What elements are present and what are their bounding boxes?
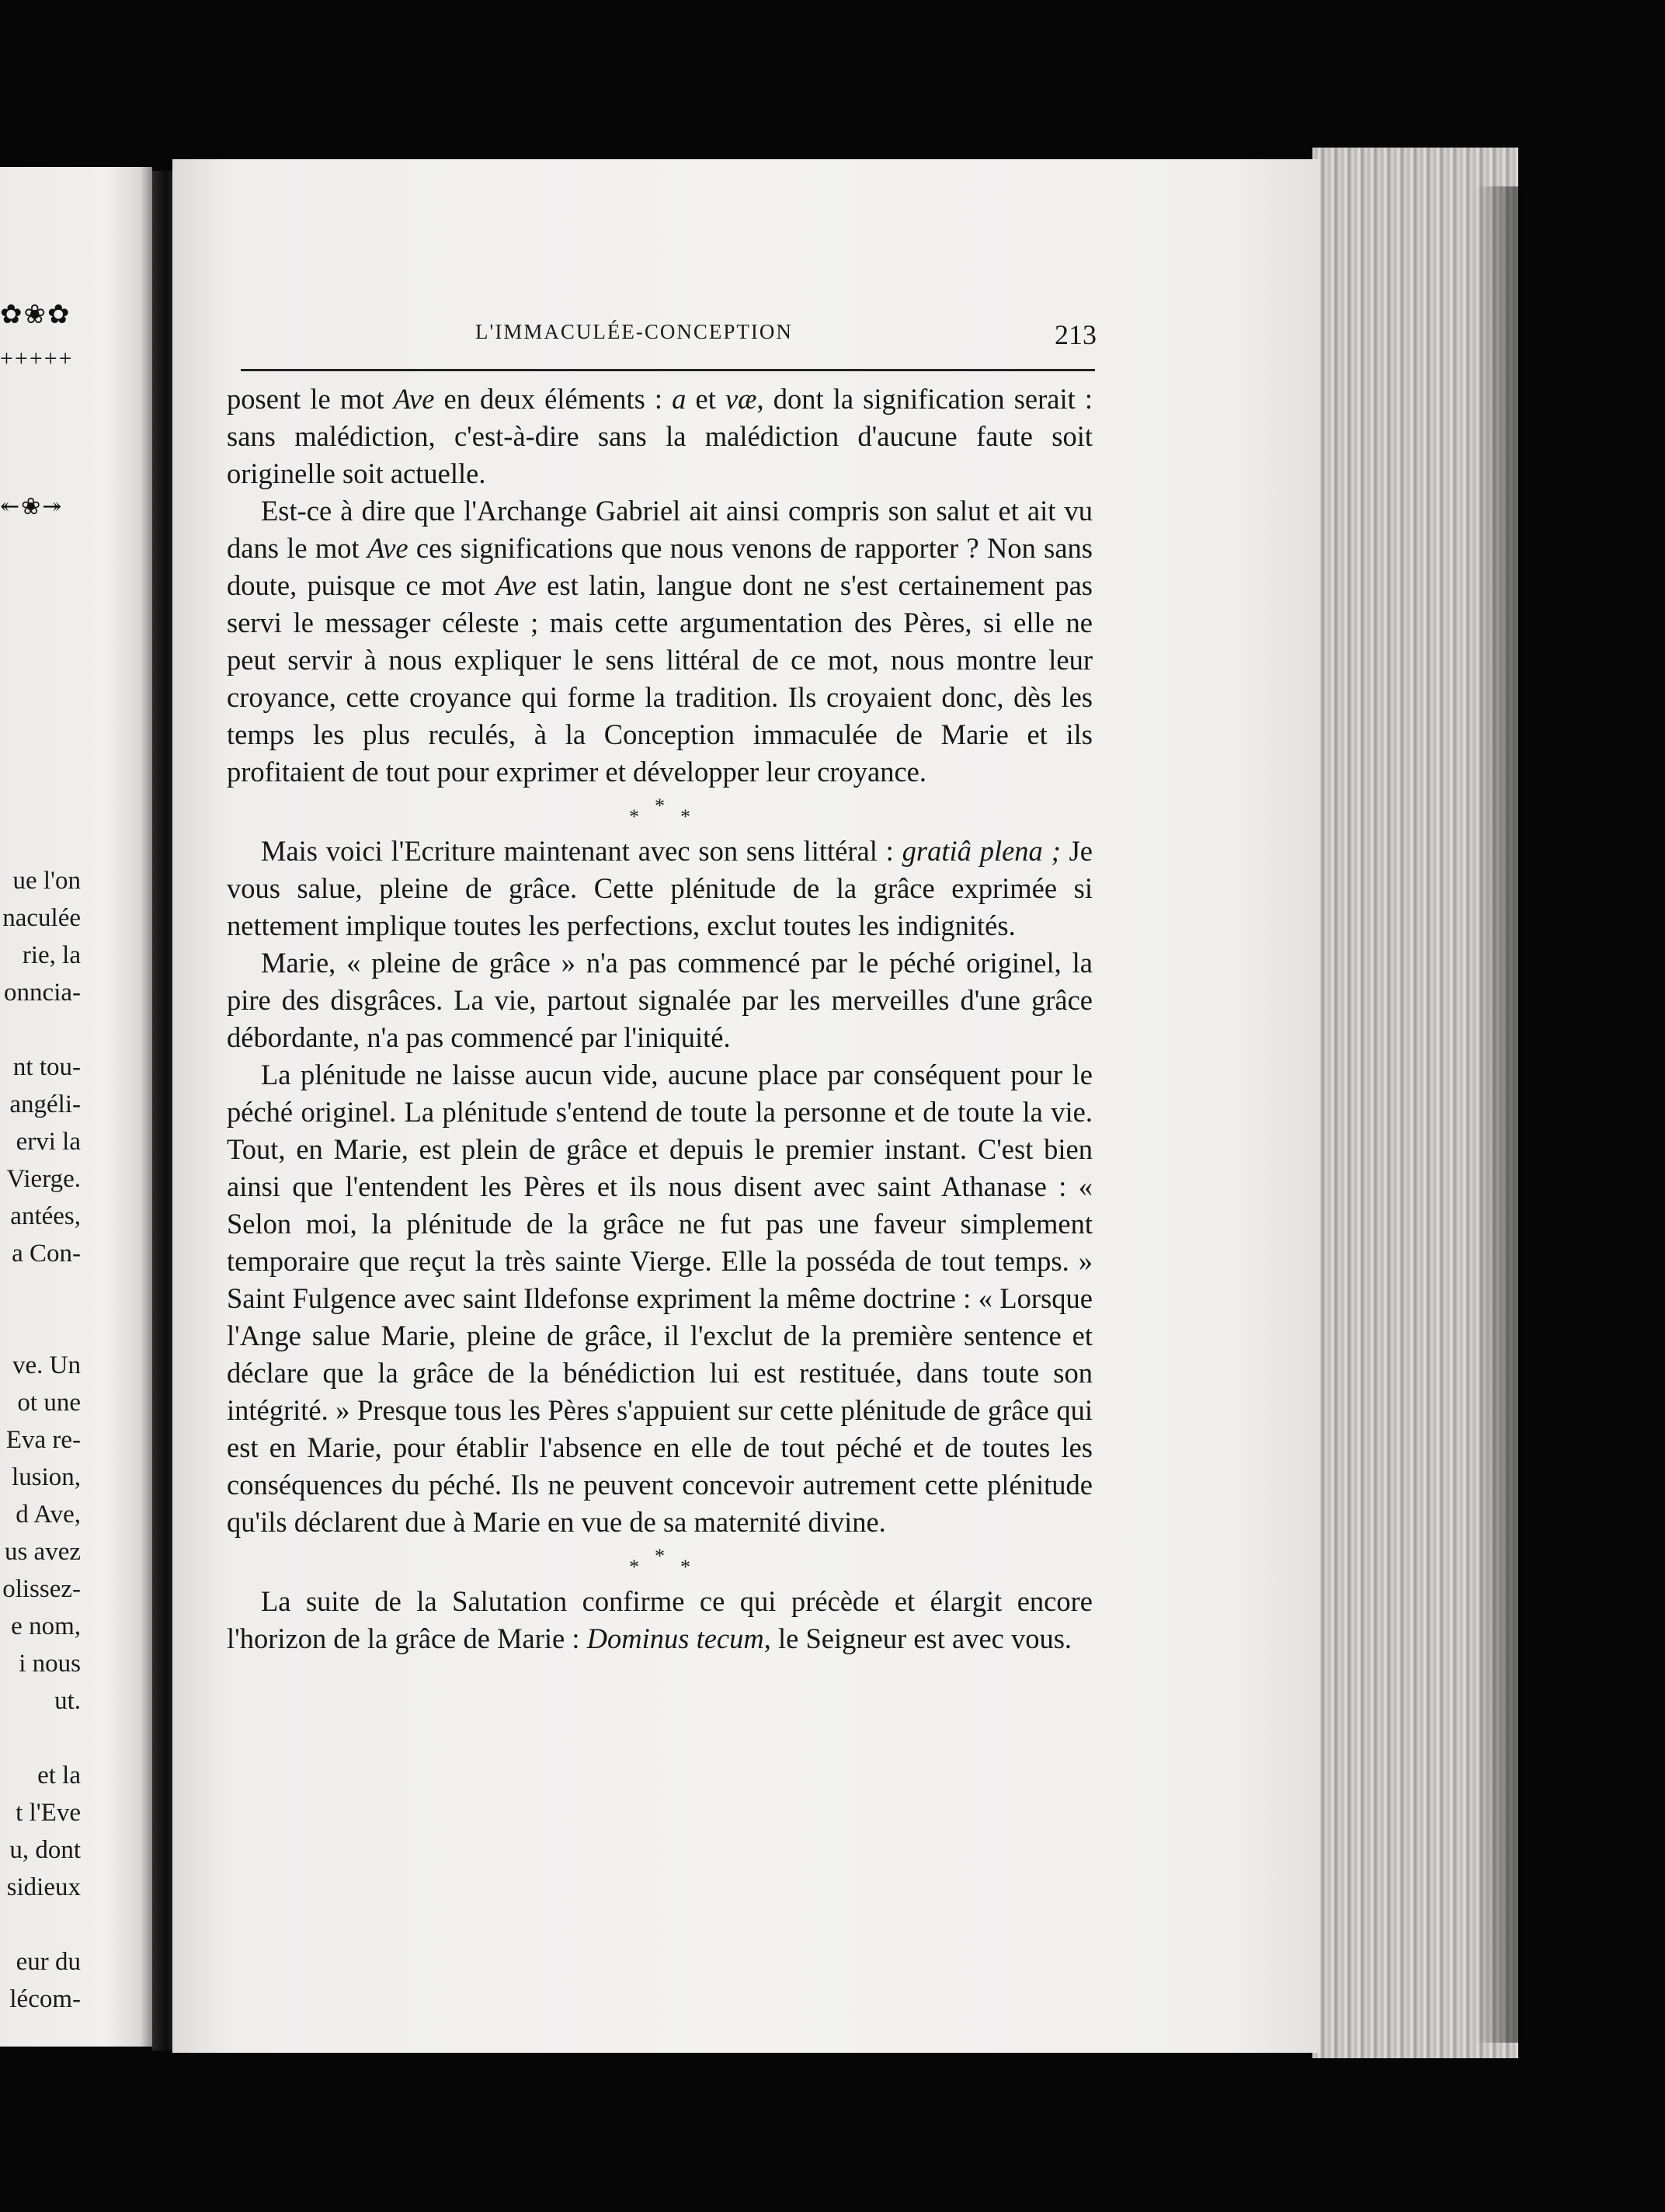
left-line: eur du	[16, 1948, 81, 1976]
left-line	[0, 1011, 152, 1049]
left-line	[0, 1720, 152, 1757]
text-run: posent le mot	[227, 383, 394, 415]
star-glyph: *	[655, 795, 665, 817]
text-run: ces significations que nous venons de rapporter ? Non sans doute, puisque ce mot	[227, 532, 1093, 601]
left-line: rie, la	[22, 941, 81, 969]
paragraph-2	[227, 492, 1093, 791]
star-glyph: *	[680, 805, 690, 828]
left-ornament-small: ↞❀↠	[0, 494, 64, 520]
left-line	[0, 1272, 152, 1309]
left-line: lusion,	[12, 1463, 81, 1491]
left-line: Vierge.	[6, 1165, 81, 1193]
left-line	[0, 1309, 152, 1347]
left-line: Eva re-	[5, 1426, 81, 1454]
left-line: i nous	[19, 1650, 81, 1678]
page-header	[242, 320, 1097, 357]
left-line: olissez-	[2, 1575, 81, 1603]
header-rule	[241, 369, 1095, 371]
text-run: Est-ce à dire que l'Archange Gabriel ait ainsi compris son salut et ait vu dans le mot	[227, 495, 1093, 564]
left-ornament-row: +++++	[0, 346, 74, 371]
paragraph-6	[227, 1583, 1093, 1657]
italic-term: a	[672, 383, 687, 415]
text-run: , dont la signification serait : sans malédiction, c'est-à-dire sans la malédiction d'aucune faute soit originelle soit actuelle.	[227, 383, 1093, 489]
page-edges-shadow	[1476, 186, 1521, 2043]
text-run: est latin, langue dont ne s'est certainement pas servi le messager céleste ; mais cette argumentation des Pères, si elle ne peut servir à nous expliquer le sens littéral de ce mot, nous montre leur croyance, cette croyance qui forme la tradition. Ils croyaient donc, dès les temps les plus reculés, à la Conception immaculée de Marie et ils profitaient de tout pour exprimer et développer leur croyance.	[227, 569, 1093, 788]
left-line: onncia-	[4, 979, 81, 1007]
left-line: u, dont	[9, 1836, 81, 1864]
left-page	[0, 167, 152, 2047]
star-glyph: *	[655, 1545, 665, 1567]
paragraph-1	[227, 381, 1093, 492]
left-line: nt tou-	[12, 1053, 81, 1081]
text-run: , le Seigneur est avec vous.	[763, 1622, 1072, 1654]
left-page-text	[0, 862, 152, 2018]
left-line: us avez	[4, 1538, 81, 1566]
italic-term: Ave	[495, 569, 537, 601]
left-line: angéli-	[9, 1090, 81, 1118]
left-line: d Ave,	[16, 1501, 81, 1529]
page-body	[227, 381, 1093, 1657]
left-line: et la	[37, 1762, 81, 1789]
left-line: t l'Eve	[16, 1799, 81, 1827]
left-line: ut.	[54, 1687, 81, 1715]
paragraph-3	[227, 833, 1093, 944]
paragraph-5: La plénitude ne laisse aucun vide, aucune place par conséquent pour le péché originel. La plénitude s'entend de toute la personne et de toute la vie. Tout, en Marie, est plein de grâce et depuis le premier instant. C'est bien ainsi que l'entendent les Pères et ils nous disent avec saint Athanase : « Selon moi, la plénitude de la grâce ne fut pas une faveur simplement temporaire que reçut la très sainte Vierge. Elle la posséda de tout temps. » Saint Fulgence avec saint Ildefonse expriment la même doctrine : « Lorsque l'Ange salue Marie, pleine de grâce, il l'exclut de la première sentence et déclare que la grâce de la bénédiction lui est restituée, dans toute son intégrité. » Presque tous les Pères s'appuient sur cette plénitude de grâce qui est en Marie, pour établir l'absence en elle de tout péché et de toutes les conséquences du péché. Ils ne peuvent concevoir autrement cette plénitude qu'ils déclarent due à Marie en vue de sa maternité divine.	[227, 1059, 1093, 1538]
left-line: ve. Un	[12, 1351, 81, 1379]
text-run: Je vous salue, pleine de grâce. Cette plénitude de la grâce exprimée si nettement implique toutes les perfections, exclut toutes les indignités.	[227, 835, 1093, 941]
left-line: ot une	[17, 1389, 81, 1417]
left-line	[0, 1906, 152, 1943]
page-number: 213	[1055, 319, 1097, 350]
star-glyph: *	[680, 1556, 690, 1578]
italic-term: Ave	[393, 383, 435, 415]
left-line: naculée	[2, 904, 81, 932]
section-separator	[227, 791, 1093, 833]
star-glyph: *	[629, 805, 639, 828]
left-line: antées,	[10, 1202, 81, 1230]
left-line: e nom,	[11, 1612, 81, 1640]
text-run: et	[686, 383, 725, 415]
italic-term: Dominus tecum	[586, 1622, 764, 1654]
italic-term: Ave	[367, 532, 408, 564]
left-line: lécom-	[9, 1985, 81, 2013]
left-line: sidieux	[6, 1873, 81, 1901]
text-run: La suite de la Salutation confirme ce qui précède et élargit encore l'horizon de la grâce de Marie :	[227, 1585, 1093, 1654]
italic-term: væ	[725, 383, 757, 415]
paragraph-4: Marie, « pleine de grâce » n'a pas commencé par le péché originel, la pire des disgrâces. La vie, partout signalée par les merveilles d'une grâce débordante, n'a pas commencé par l'iniquité.	[227, 947, 1093, 1053]
section-separator	[227, 1541, 1093, 1583]
italic-term: gratiâ plena ;	[902, 835, 1061, 867]
text-run: en deux éléments :	[434, 383, 673, 415]
left-ornament-top: ✿❀✿	[0, 301, 71, 329]
left-line: a Con-	[12, 1240, 81, 1268]
running-title: L'IMMACULÉE-CONCEPTION	[475, 320, 793, 343]
left-line: ue l'on	[12, 867, 81, 895]
left-line: ervi la	[16, 1128, 81, 1156]
star-glyph: *	[629, 1556, 639, 1578]
text-run: Mais voici l'Ecriture maintenant avec son sens littéral :	[261, 835, 902, 867]
